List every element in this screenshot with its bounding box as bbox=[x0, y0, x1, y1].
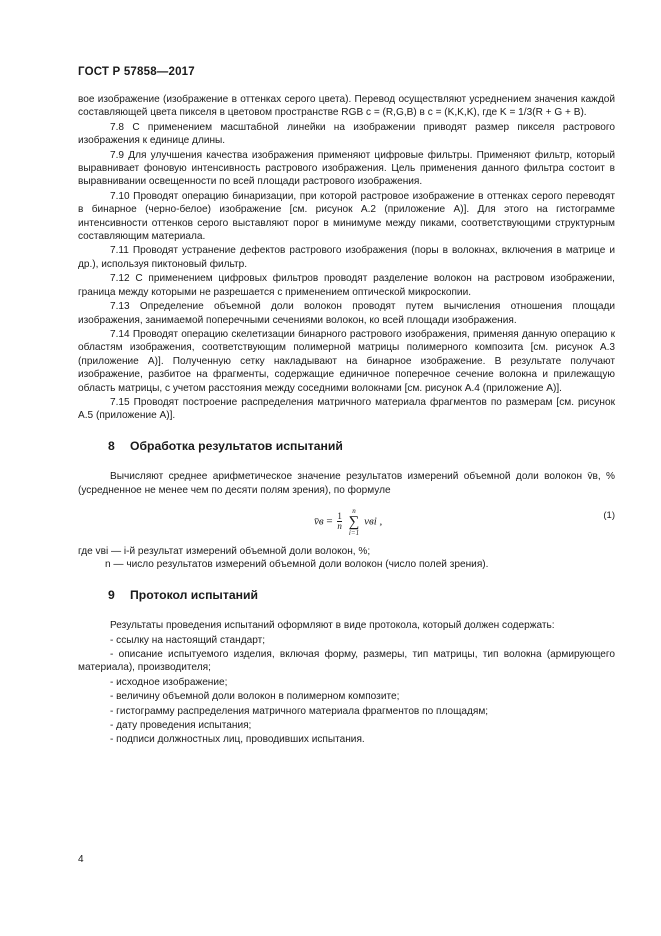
fraction-numerator: 1 bbox=[337, 511, 342, 522]
sum-sign: ∑ bbox=[348, 513, 360, 530]
list-item: - величину объемной доли волокон в полимерном композите; bbox=[110, 691, 400, 703]
paragraph-7-7-continuation: вое изображение (изображение в оттенках серого цвета). Перевод осуществляют усреднением значения каждой составляющей цвета пикселя в цветовом пространстве RGB c = (R,G,B) в c = (K,K,K), где K = 1/3(R + G + B). bbox=[78, 94, 615, 119]
paragraph-7-9: 7.9 Для улучшения качества изображения применяют цифровые фильтры. Применяют фильтр, который выравнивает фоновую интенсивность растрового изображения. Цель применения данного фильтра состоит в выравнивании освещенности по всей площади растрового изображения. bbox=[78, 149, 615, 188]
section-8-title: Обработка результатов испытаний bbox=[130, 438, 343, 453]
document-header-title: ГОСТ Р 57858—2017 bbox=[78, 66, 195, 78]
paragraph-7-8: 7.8 С применением масштабной линейки на изображении приводят размер пикселя растрового изображения к единице длины. bbox=[78, 121, 615, 147]
formula-where-1: где vвi — i-й результат измерений объемной доли волокон, %; bbox=[78, 545, 371, 557]
page-number: 4 bbox=[78, 854, 84, 865]
section-8-number: 8 bbox=[108, 438, 115, 453]
paragraph-7-13: 7.13 Определение объемной доли волокон проводят путем вычисления отношения площади изображения, занимаемой поперечными сечениями волокон, ко всей площади изображения. bbox=[78, 301, 615, 326]
formula-sum bbox=[349, 507, 360, 537]
list-item: - ссылку на настоящий стандарт; bbox=[110, 634, 266, 646]
list-item: - гистограмму распределения матричного материала фрагментов по площадям; bbox=[110, 705, 489, 717]
formula-equals: = bbox=[326, 515, 333, 528]
sum-lower-limit: i=1 bbox=[348, 528, 360, 537]
formula-number: (1) bbox=[603, 509, 615, 521]
sum-upper-limit: n bbox=[352, 506, 356, 515]
formula-term: vвi , bbox=[364, 515, 383, 528]
list-item: - описание испытуемого изделия, включая форму, размеры, тип матрицы, тип волокна (армирующего материала), производителя; bbox=[78, 649, 615, 674]
formula-where-2: n — число результатов измерений объемной доли волокон (число полей зрения). bbox=[105, 559, 489, 571]
list-item: - подписи должностных лиц, проводивших испытания. bbox=[110, 734, 365, 746]
list-item: - дату проведения испытания; bbox=[110, 720, 252, 732]
section-8-text: Вычисляют среднее арифметическое значение результатов измерений объемной доли волокон v̄в, % (усредненное не менее чем по десяти полям зрения), по формуле bbox=[78, 471, 615, 496]
list-item: - исходное изображение; bbox=[110, 676, 228, 688]
paragraph-7-10: 7.10 Проводят операцию бинаризации, при которой растровое изображение в оттенках серого переводят в бинарное (черно-белое) изображение [см. рисунок А.2 (приложение А)]. Для этого на гистограмме интенсивности оттенков серого выставляют порог в минимуме между пиками, соответствующими структурным составляющим материала. bbox=[78, 190, 615, 243]
formula-1 bbox=[78, 503, 615, 537]
paragraph-7-11: 7.11 Проводят устранение дефектов растрового изображения (поры в волокнах, включения в матрице и др.), используя пиктоновый фильтр. bbox=[78, 245, 615, 270]
formula-fraction bbox=[337, 512, 342, 531]
paragraph-7-12: 7.12 С применением цифровых фильтров проводят разделение волокон на растровом изображении, граница между которыми не разрешается с применением оптической микроскопии. bbox=[78, 273, 615, 298]
formula-lhs: v̄в bbox=[314, 515, 324, 528]
section-8-heading bbox=[108, 440, 615, 453]
fraction-denominator: n bbox=[337, 521, 342, 532]
section-9-heading bbox=[108, 589, 615, 602]
paragraph-7-14: 7.14 Проводят операцию скелетизации бинарного растрового изображения, применяя данную операцию к областям изображения, соответствующим полимерной матрицы полимерного композита [см. рисунок А.3 (приложение А)]. Полученную сетку накладывают на бинарное изображение. В результате получают изображение, разбитое на фрагменты, содержащие единичное поперечное сечение волокна и прилежащую область матрицы, с учетом расстояния между соседними волокнами [см. рисунок А.4 (приложение А)]. bbox=[78, 328, 615, 394]
section-9-title: Протокол испытаний bbox=[130, 587, 258, 602]
document-body bbox=[78, 93, 615, 748]
paragraph-7-15: 7.15 Проводят построение распределения матричного материала фрагментов по размерам [см. рисунок А.5 (приложение А)]. bbox=[78, 396, 615, 422]
section-9-intro: Результаты проведения испытаний оформляют в виде протокола, который должен содержать: bbox=[110, 620, 555, 632]
section-9-number: 9 bbox=[108, 587, 115, 602]
formula-expression bbox=[314, 507, 382, 537]
